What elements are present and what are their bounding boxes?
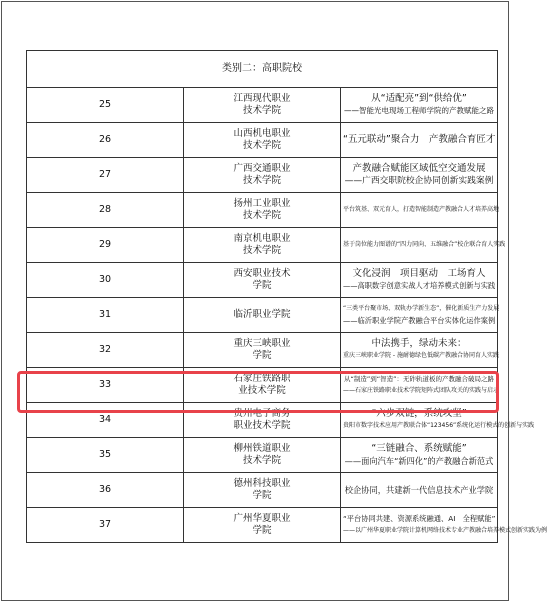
school-name-line: 重庆三峡职业 [233,338,291,349]
project-title-line: ——以广州华夏职业学院计算机网络技术专业产教融合培养模式创新实践为例 [343,527,547,534]
row-number: 35 [27,438,184,473]
project-title [341,368,498,403]
table-row [27,228,498,263]
row-number: 37 [27,508,184,543]
school-name [184,228,341,263]
project-title-line: “三类平台聚市场、双轨办学新生态”，催化新质生产力发展 [343,305,500,312]
project-title-line: “平台协同共建、资源系统融通、AI 全程赋能” [343,514,496,523]
project-title-line: 文化浸润 项目驱动 工场育人 [352,268,486,279]
school-name-line: 业技术学院 [238,385,286,396]
school-name [184,508,341,543]
table-row [27,88,498,123]
school-name [184,158,341,193]
project-title-line: “三链融合、系统赋能” [371,443,467,454]
school-name [184,88,341,123]
school-name-line: 柳州铁道职业 [233,443,291,454]
project-title-line: 产教融合赋能区域低空交通发展 [352,163,486,174]
row-number: 31 [27,298,184,333]
school-name-line: 学院 [252,350,272,361]
school-name-line: 技术学院 [242,210,281,221]
project-title [341,193,498,228]
project-title [341,228,506,263]
row-number: 27 [27,158,184,193]
project-title [341,88,498,123]
category-header: 类别二：高职院校 [27,51,498,88]
project-title [341,158,498,193]
table-row [27,158,498,193]
school-name-line: 技术学院 [242,175,281,186]
project-title [341,473,498,508]
school-name [184,193,341,228]
row-number: 33 [27,368,184,403]
school-name-line: 山西机电职业 [233,128,291,139]
school-name-line: 学院 [252,280,272,291]
project-title-line: ——面向汽车“新四化”的产教融合新范式 [344,456,494,466]
project-table [26,50,547,543]
project-title [341,438,498,473]
project-title-line: ——智能光电现场工程师学院的产教赋能之路 [344,106,494,115]
school-name-line: 贵州电子商务 [233,408,291,419]
row-number: 29 [27,228,184,263]
school-name-line: 技术学院 [242,105,281,116]
project-title-line: 中法携手，绿动未来： [371,338,467,349]
row-number: 30 [27,263,184,298]
project-title-line: 贵阳市数字技术应用产教联合体“123456”系统化运行模式的创新与实践 [343,422,535,429]
project-title-line: 重庆三峡职业学院 - 施耐德绿色低碳产教融合协同育人实践 [343,352,499,359]
row-number: 26 [27,123,184,158]
row-number: 36 [27,473,184,508]
school-name-line: 南京机电职业 [233,233,291,244]
table-row [27,193,498,228]
school-name [184,403,341,438]
project-title-line: ——高职数字创意实战人才培养模式创新与实践 [343,281,496,290]
project-title [341,508,547,543]
school-name [184,298,341,333]
school-name [184,473,341,508]
school-name-line: 广州华夏职业 [233,513,291,524]
project-title [341,123,498,158]
school-name-line: 临沂职业学院 [233,309,291,320]
school-name-line: 广西交通职业 [233,163,291,174]
project-title-line: ——临沂职业学院产教融合平台实体化运作案例 [343,316,496,325]
school-name-line: 技术学院 [242,245,281,256]
table-row [27,263,498,298]
project-title-line: ——广西交职院校企协同创新实践案例 [344,176,494,186]
table-row [27,298,498,333]
school-name-line: 学院 [252,525,272,536]
category-header-row [27,51,498,88]
school-name-line: 技术学院 [242,455,281,466]
school-name [184,263,341,298]
project-title-line: 从“适配亮”到“供给优” [371,93,467,104]
project-title [341,333,498,368]
school-name-line: 石家庄铁路职 [233,373,291,384]
table-row [27,403,498,438]
school-name-line: 德州科技职业 [233,478,291,489]
row-number: 32 [27,333,184,368]
row-number: 25 [27,88,184,123]
school-name-line: 江西现代职业 [233,93,291,104]
table-row [27,508,498,543]
table-row [27,368,498,403]
project-title-line: 从“制造”到“智造”：无砟轨道板的产教融合破局之路 [344,375,494,383]
school-name [184,368,341,403]
project-title-line: ——石家庄铁路职业技术学院矩阵式团队攻关的实践与启示 [343,387,500,394]
table-row [27,473,498,508]
school-name [184,333,341,368]
table-row [27,438,498,473]
school-name-line: 西安职业技术 [233,268,291,279]
project-title-line: “五元联动”聚合力 产教融合育匠才 [343,134,496,145]
project-title-line: 校企协同，共建新一代信息技术产业学院 [344,485,494,495]
table-row [27,333,498,368]
row-number: 34 [27,403,184,438]
project-title-line: “六步双链，系统攻坚” [371,408,467,419]
school-name [184,438,341,473]
table-row [27,123,498,158]
project-title-line: 平台筑基、双元育人，打造智能制造产教融合人才培养高地 [343,206,500,213]
project-title-line: 基于岗位能力图谱的“四力同向、五维融合”校企联合育人实践 [343,241,506,248]
row-number: 28 [27,193,184,228]
school-name-line: 职业技术学院 [233,420,291,431]
project-title [341,298,498,333]
school-name-line: 扬州工业职业 [233,198,291,209]
school-name [184,123,341,158]
school-name-line: 技术学院 [242,140,281,151]
school-name-line: 学院 [252,490,272,501]
project-title [341,403,535,438]
project-title [341,263,498,298]
